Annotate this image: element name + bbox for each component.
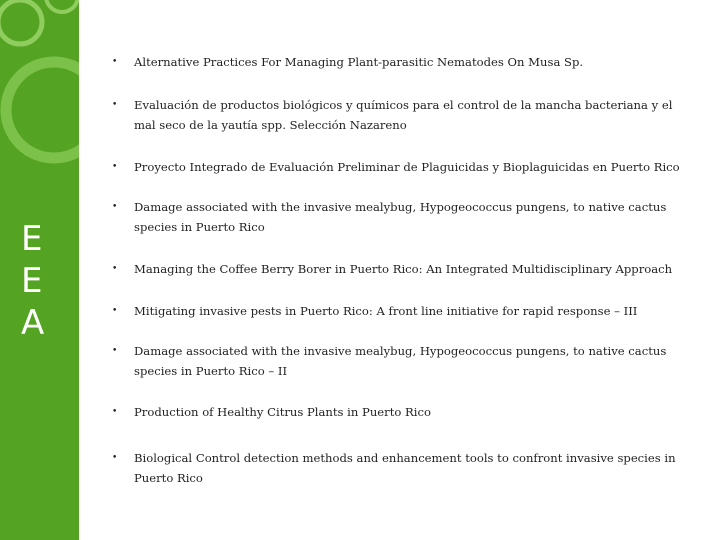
bullet: • [112, 453, 118, 463]
bullet: • [112, 100, 118, 110]
acronym-letter: E [21, 219, 43, 259]
acronym-letter: A [21, 303, 45, 343]
project-title: Evaluación de productos biológicos y químicos para el control de la mancha bacteriana y el mal seco de la yautía spp. Selección Nazareno [134, 98, 673, 132]
side-panel [0, 0, 79, 540]
project-title: Biological Control detection methods and enhancement tools to confront invasive species in Puerto Rico [134, 451, 676, 485]
project-title: Production of Healthy Citrus Plants in Puerto Rico [134, 405, 431, 419]
bullet: • [112, 346, 118, 356]
project-title: Managing the Coffee Berry Borer in Puerto Rico: An Integrated Multidisciplinary Approach [134, 262, 673, 276]
bullet: • [112, 57, 118, 67]
deco-circle-small [0, 0, 42, 44]
project-title: Proyecto Integrado de Evaluación Preliminar de Plaguicidas y Bioplaguicidas en Puerto Rico [134, 160, 680, 174]
deco-circle-large [6, 62, 79, 158]
eea-acronym [21, 218, 55, 344]
decorative-circles [0, 0, 79, 200]
project-title: Damage associated with the invasive mealybug, Hypogeococcus pungens, to native cactus species in Puerto Rico [134, 200, 667, 234]
bullet: • [112, 264, 118, 274]
project-title: Alternative Practices For Managing Plant-parasitic Nematodes On Musa Sp. [134, 55, 584, 69]
project-title: Damage associated with the invasive mealybug, Hypogeococcus pungens, to native cactus species in Puerto Rico – II [134, 344, 667, 378]
bullet: • [112, 202, 118, 212]
bullet: • [112, 162, 118, 172]
bullet: • [112, 306, 118, 316]
acronym-letter: E [21, 261, 43, 301]
deco-circle-top [46, 0, 78, 12]
project-title: Mitigating invasive pests in Puerto Rico: A front line initiative for rapid response – III [134, 304, 638, 318]
bullet: • [112, 407, 118, 417]
